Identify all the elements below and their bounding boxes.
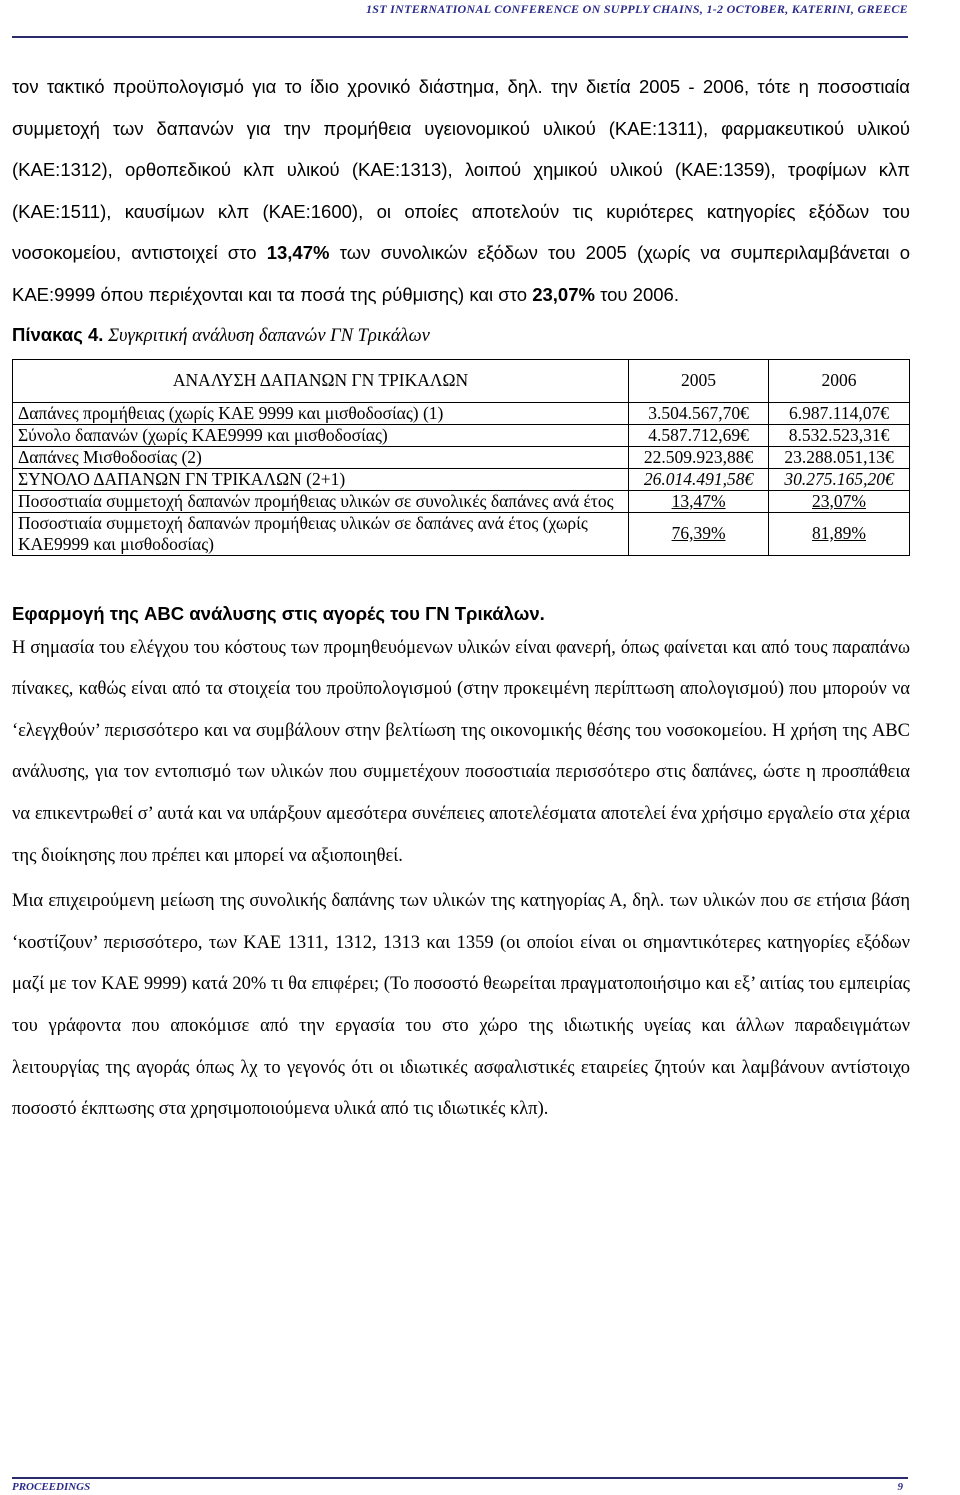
intro-text-3: του 2006.: [594, 283, 679, 305]
table-row: [13, 402, 910, 424]
value-2005: 22.509.923,88€: [629, 446, 769, 468]
value-2006: 6.987.114,07€: [769, 402, 910, 424]
value-2005: 26.014.491,58€: [629, 468, 769, 490]
abc-paragraph: Η σημασία του ελέγχου του κόστους των προμηθευόμενων υλικών είναι φανερή, όπως φαίνεται και από τους παραπάνω πίνακες, καθώς είναι από τα στοιχεία του προϋπολογισμού (στην προκειμένη περίπτωση απολογισμού) που μπορούν να ‘ελεγχθούν’ περισσότερο και να συμβάλουν στην βελτίωση της οικονομικής θέσης του νοσοκομείου. Η χρήση της ABC ανάλυσης, για τον εντοπισμό των υλικών που συμμετέχουν ποσοστιαία περισσότερο στις δαπάνες, ώστε η προσπάθεια να επικεντρωθεί σ’ αυτά και να υπάρξουν αμεσότερα συνέπειες αποτελέσματα αποτελεί ένα χρήσιμο εργαλείο στα χέρια της διοίκησης που πρέπει και μπορεί να αξιοποιηθεί.: [12, 637, 910, 866]
row-label: Δαπάνες Μισθοδοσίας (2): [13, 446, 629, 468]
row-label: ΣΥΝΟΛΟ ΔΑΠΑΝΩΝ ΓΝ ΤΡΙΚΑΛΩΝ (2+1): [13, 468, 629, 490]
value-2005: 3.504.567,70€: [629, 402, 769, 424]
conference-title: 1ST INTERNATIONAL CONFERENCE ON SUPPLY CHAINS, 1-2 OCTOBER, KATERINI, GREECE: [365, 2, 908, 16]
header-2006: 2006: [769, 359, 910, 402]
expense-analysis-table: [12, 359, 910, 556]
intro-paragraph: [12, 66, 910, 316]
row-label: Ποσοστιαία συμμετοχή δαπανών προμήθειας υλικών σε δαπάνες ανά έτος (χωρίς ΚΑΕ9999 και μισθοδοσίας): [13, 512, 629, 555]
table-row: [13, 446, 910, 468]
table-row-total: [13, 468, 910, 490]
intro-text-2: των συνολικών εξόδων του 2005 (χωρίς να συμπεριλαμβάνεται ο ΚΑΕ:9999 όπου περιέχονται και τα ποσά της ρύθμισης) και στο: [12, 242, 910, 305]
reduction-paragraph: Μια επιχειρούμενη μείωση της συνολικής δαπάνης των υλικών της κατηγορίας Α, δηλ. των υλικών που σε ετήσια βάση ‘κοστίζουν’ περισσότερο, των ΚΑΕ 1311, 1312, 1313 και 1359 (οι οποίοι είναι οι σημαντικότερες κατηγορίες εξόδων μαζί με τον ΚΑΕ 9999) κατά 20% τι θα επιφέρει; (Το ποσοστό θεωρείται πραγματοποιήσιμο και εξ’ αιτίας του εμπειρίας του γράφοντα που αποκόμισε από την εργασία του στο χώρο της ιδιωτικής υγείας και άλλων παραδειγμάτων λειτουργίας της αγοράς όπως λχ το γεγονός ότι οι ιδιωτικές ασφαλιστικές εταιρείες ζητούν και λαμβάνουν αντίστοιχο ποσοστό έκπτωσης στα χρησιμοποιούμενα υλικά από τις ιδιωτικές κλπ).: [12, 891, 910, 1120]
header-analysis: ΑΝΑΛΥΣΗ ΔΑΠΑΝΩΝ ΓΝ ΤΡΙΚΑΛΩΝ: [13, 359, 629, 402]
footer-label: PROCEEDINGS: [12, 1481, 91, 1493]
row-label: Ποσοστιαία συμμετοχή δαπανών προμήθειας υλικών σε συνολικές δαπάνες ανά έτος: [13, 490, 629, 512]
page-footer: [12, 1477, 908, 1495]
page-content: [12, 66, 910, 1131]
value-2005: 76,39%: [629, 512, 769, 555]
intro-pct-2006: 23,07%: [532, 283, 595, 305]
section-heading: Εφαρμογή της ABC ανάλυσης στις αγορές του ΓΝ Τρικάλων.: [12, 602, 545, 624]
value-2005: 13,47%: [629, 490, 769, 512]
header-2005: 2005: [629, 359, 769, 402]
table-header-row: [13, 359, 910, 402]
intro-text-1: τον τακτικό προϋπολογισμό για το ίδιο χρονικό διάστημα, δηλ. την διετία 2005 - 2006, τότε η ποσοστιαία συμμετοχή των δαπανών για την προμήθεια υγειονομικού υλικού (ΚΑΕ:1311), φαρμακευτικού υλικού (ΚΑΕ:1312), ορθοπεδικού κλπ υλικού (ΚΑΕ:1313), λοιπού χημικού υλικού (ΚΑΕ:1359), τροφίμων κλπ (ΚΑΕ:1511), καυσίμων κλπ (ΚΑΕ:1600), οι οποίες αποτελούν τις κυριότερες κατηγορίες εξόδων του νοσοκομείου, αντιστοιχεί στο: [12, 76, 910, 264]
page-number: 9: [897, 1481, 903, 1493]
value-2006: 8.532.523,31€: [769, 424, 910, 446]
value-2006: 81,89%: [769, 512, 910, 555]
table-caption-label: Πίνακας 4.: [12, 323, 104, 345]
table-row: [13, 490, 910, 512]
value-2006: 23.288.051,13€: [769, 446, 910, 468]
table-caption-title: Συγκριτική ανάλυση δαπανών ΓΝ Τρικάλων: [108, 325, 430, 346]
running-header: [12, 0, 908, 38]
row-label: Σύνολο δαπανών (χωρίς ΚΑΕ9999 και μισθοδοσίας): [13, 424, 629, 446]
value-2006: 23,07%: [769, 490, 910, 512]
value-2006: 30.275.165,20€: [769, 468, 910, 490]
table-row: [13, 424, 910, 446]
row-label: Δαπάνες προμήθειας (χωρίς ΚΑΕ 9999 και μισθοδοσίας) (1): [13, 402, 629, 424]
table-row: [13, 512, 910, 555]
intro-pct-2005: 13,47%: [266, 242, 330, 264]
value-2005: 4.587.712,69€: [629, 424, 769, 446]
table-caption: [12, 324, 910, 347]
